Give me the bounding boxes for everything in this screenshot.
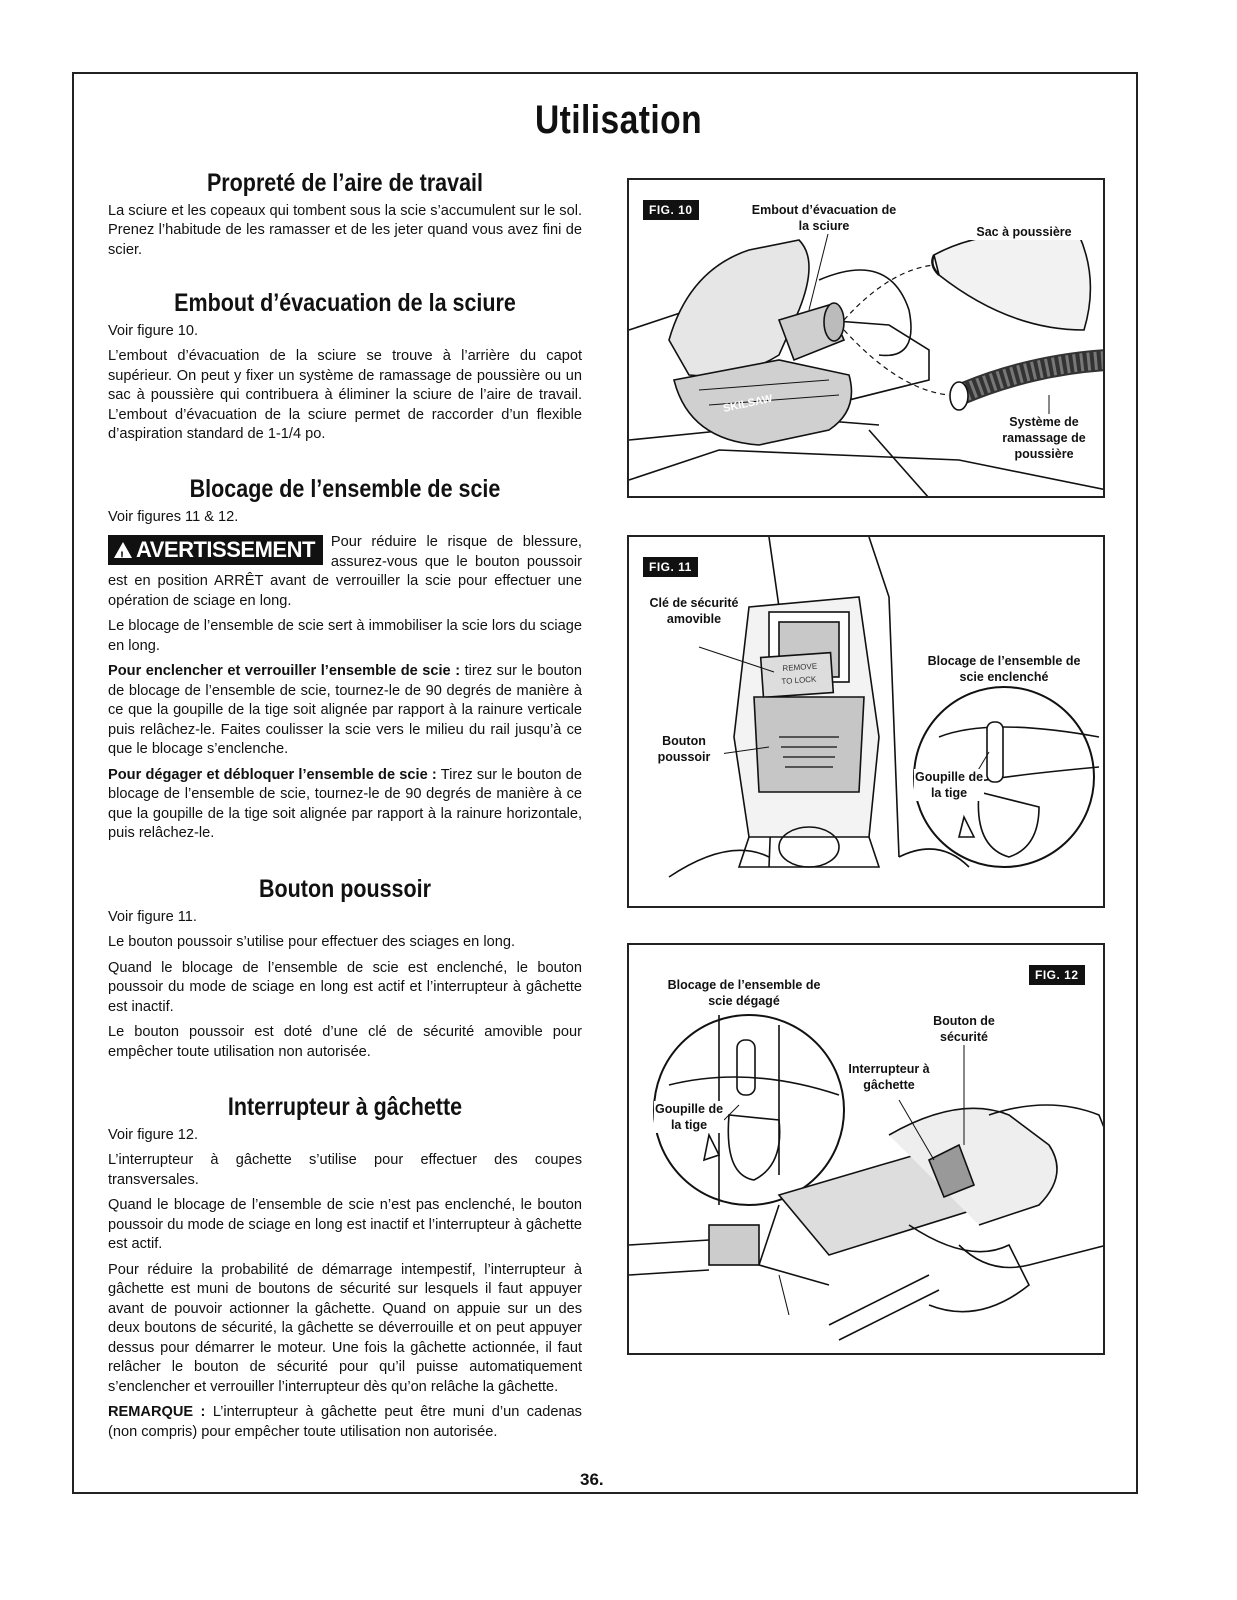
section-proprete [108, 169, 582, 266]
fig11-label-cle: Clé de sécurité amovible [649, 596, 739, 626]
figure-10 [627, 178, 1105, 498]
warning-triangle-icon [114, 542, 132, 558]
section-blocage [108, 475, 582, 850]
fig10-tag: FIG. 10 [643, 200, 699, 220]
fig11-illustration [629, 537, 1105, 908]
section-interrupteur [108, 1093, 582, 1448]
text-blocage-2-body: tirez sur le bouton de blocage de l’ensemble de scie, tournez-le de 90 degrés de manière à ce que la goupille de la tige soit alignée par rapport à la rainure verticale puis relâchez-le. Faites coulisser la scie vers le milieu du rail jusqu’à ce que le blocage s’enclenche. [108, 663, 582, 757]
ref-embout: Voir figure 10. [108, 322, 199, 339]
heading-bouton: Bouton poussoir [259, 875, 431, 903]
fig11-label-goupille: Goupille de la tige [914, 770, 984, 800]
text-interrupteur-1: L’interrupteur à gâchette s’utilise pour effectuer des coupes transversales. [108, 1152, 582, 1188]
section-bouton [108, 875, 582, 1068]
heading-proprete: Propreté de l’aire de travail [206, 169, 484, 197]
fig11-tag: FIG. 11 [643, 557, 698, 577]
heading-embout: Embout d’évacuation de la sciure [174, 289, 516, 317]
fig11-label-bouton: Bouton poussoir [644, 733, 724, 765]
fig12-label-goupille: Goupille de la tige [654, 1102, 724, 1132]
text-bouton-2: Quand le blocage de l’ensemble de scie est enclenché, le bouton poussoir du mode de sciage en long est actif et l’interrupteur à gâchette est inactif. [108, 959, 582, 1015]
fig11-key-text-2: TO LOCK [781, 674, 817, 687]
fig11-key-text-1: REMOVE [782, 661, 818, 673]
text-blocage-2 [108, 662, 582, 760]
warning-block [108, 533, 582, 611]
fig10-label-embout: Embout d’évacuation de la sciure [749, 202, 899, 234]
fig10-label-sac: Sac à poussière [949, 224, 1099, 240]
ref-interrupteur: Voir figure 12. [108, 1126, 199, 1143]
ref-bouton: Voir figure 11. [108, 908, 197, 925]
text-bouton-1: Le bouton poussoir s’utilise pour effectuer des sciages en long. [108, 934, 515, 950]
text-blocage-3-bold: Pour dégager et débloquer l’ensemble de scie : [108, 766, 437, 783]
text-proprete: La sciure et les copeaux qui tombent sous la scie s’accumulent sur le sol. Prenez l’habitude de les ramasser et de les jeter quand vous avez fini de scier. [108, 202, 582, 258]
text-bouton-3: Le bouton poussoir est doté d’une clé de sécurité amovible pour empêcher toute utilisation non autorisée. [108, 1024, 582, 1060]
text-blocage-2-bold: Pour enclencher et verrouiller l’ensemble de scie : [108, 663, 461, 679]
note-body: L’interrupteur à gâchette peut être muni d’un cadenas (non compris) pour empêcher toute utilisation non autorisée. [108, 1404, 582, 1440]
fig11-label-blocage: Blocage de l’ensemble de scie enclenché [919, 653, 1089, 685]
fig12-tag: FIG. 12 [1029, 965, 1085, 985]
heading-blocage: Blocage de l’ensemble de scie [189, 475, 501, 503]
fig12-label-blocage: Blocage de l’ensemble de scie dégagé [659, 977, 829, 1009]
warning-badge [108, 535, 323, 565]
figure-11 [627, 535, 1105, 908]
text-blocage-3 [108, 766, 582, 844]
heading-interrupteur: Interrupteur à gâchette [227, 1093, 463, 1121]
text-blocage-1: Le blocage de l’ensemble de scie sert à immobiliser la scie lors du sciage en long. [108, 618, 582, 654]
page-number: 36. [580, 1470, 604, 1489]
text-blocage-3-body: Tirez sur le bouton de blocage de l’ensemble de scie, tournez-le de 90 degrés de manière à ce que la goupille de la tige soit alignée par rapport à la rainure horizontale, puis relâchez-le. [108, 766, 582, 841]
ref-blocage: Voir figures 11 & 12. [108, 508, 239, 525]
page-title: Utilisation [534, 98, 703, 142]
text-interrupteur-2: Quand le blocage de l’ensemble de scie n’est pas enclenché, le bouton poussoir du mode de sciage en long est inactif et l’interrupteur à gâchette est actif. [108, 1197, 582, 1252]
text-interrupteur-3: Pour réduire la probabilité de démarrage intempestif, l’interrupteur à gâchette est muni de boutons de sécurité sur lesquels il faut appuyer avant de pouvoir actionner la gâchette. Quand on appuie sur un des deux boutons de sécurité, la gâchette se déverrouille et on peut appuyer dessus pour démarrer le moteur. Une fois la gâchette actionnée, il faut relâcher le bouton de sécurité pour qu’il puisse automatiquement s’enclencher et verrouiller l’interrupteur dès qu’on relâche la gâchette. [108, 1261, 582, 1395]
figure-12 [627, 943, 1105, 1355]
fig10-brand: SKILSAW [722, 392, 774, 415]
fig12-label-bouton-securite: Bouton de sécurité [919, 1013, 1009, 1045]
warning-text: Pour réduire le risque de blessure, assurez-vous que le bouton poussoir est en position ARRÊT avant de verrouiller la scie pour effectuer une opération de sciage en long. [108, 534, 582, 609]
text-interrupteur-note [108, 1403, 582, 1442]
fig10-label-systeme: Système de ramassage de poussière [989, 414, 1099, 462]
section-embout [108, 289, 582, 451]
text-embout: L’embout d’évacuation de la sciure se trouve à l’arrière du capot supérieur. On peut y fixer un système de ramassage de poussière ou un sac à poussière qui contribuera à éliminer la sciure de l’aire de travail. L’embout d’évacuation de la sciure permet de raccorder d’un flexible d’aspiration standard de 1-1/4 po. [108, 348, 582, 442]
note-label: REMARQUE : [108, 1404, 206, 1420]
warning-label: AVERTISSEMENT [136, 537, 315, 562]
fig12-label-interrupteur: Interrupteur à gâchette [844, 1061, 934, 1093]
